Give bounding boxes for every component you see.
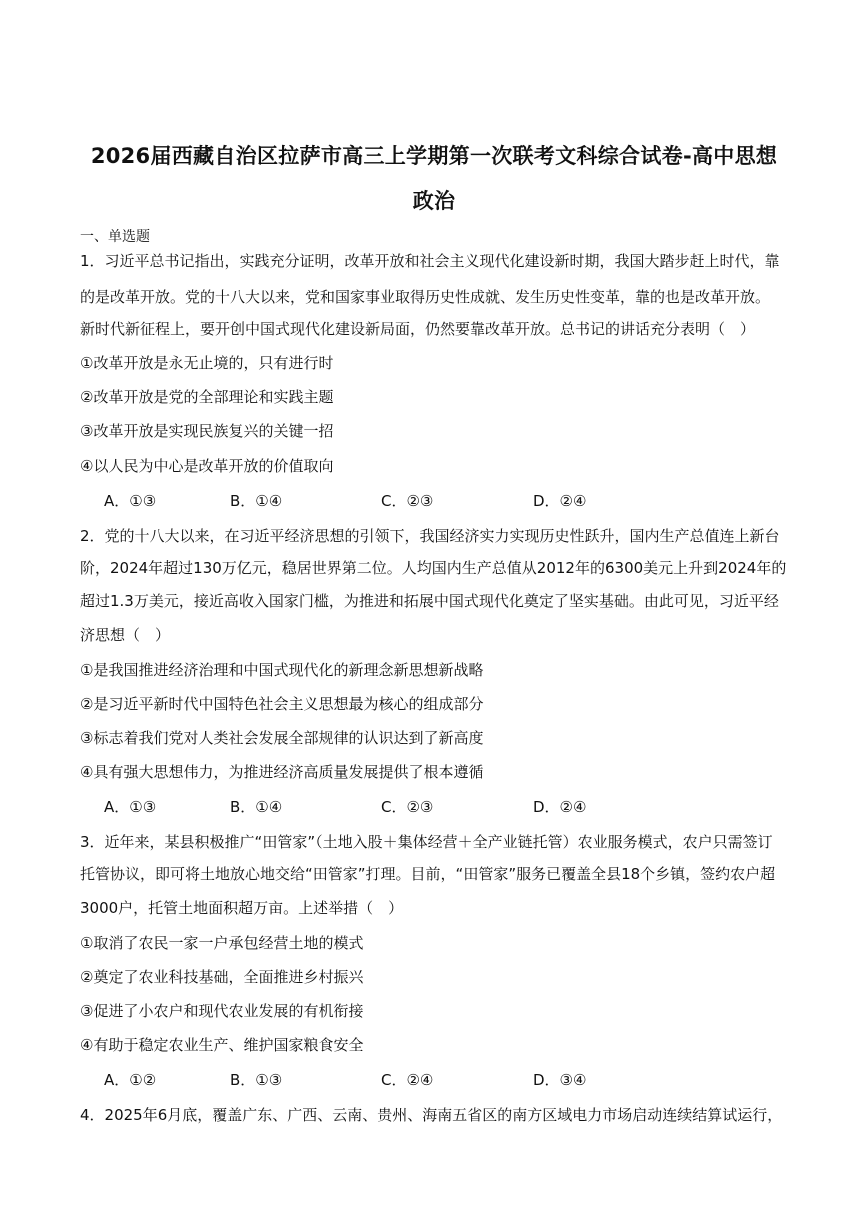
question-3-statement: ①取消了农民一家一户承包经营土地的模式	[80, 934, 364, 952]
question-3-statement: ②奠定了农业科技基础，全面推进乡村振兴	[80, 968, 364, 986]
question-1-stem-line: 1．习近平总书记指出，实践充分证明，改革开放和社会主义现代化建设新时期，我国大踏步赶上时代，靠	[80, 252, 780, 270]
question-2-stem-line: 济思想（ ）	[80, 626, 171, 644]
question-2-statement: ②是习近平新时代中国特色社会主义思想最为核心的组成部分	[80, 695, 484, 713]
section-heading: 一、单选题	[80, 229, 150, 245]
document-title-line1: 2026届西藏自治区拉萨市高三上学期第一次联考文科综合试卷-高中思想	[90, 144, 778, 168]
question-3-stem-line: 3000户，托管土地面积超万亩。上述举措（ ）	[80, 899, 404, 917]
question-2-stem-line: 2．党的十八大以来，在习近平经济思想的引领下，我国经济实力实现历史性跃升，国内生产总值连上新台	[80, 527, 780, 545]
question-3-option-b[interactable]: B．①③	[230, 1071, 283, 1089]
question-2-stem-line: 超过1.3万美元，接近高收入国家门槛，为推进和拓展中国式现代化奠定了坚实基础。由此可见，习近平经	[80, 592, 779, 610]
question-1-statement: ①改革开放是永无止境的，只有进行时	[80, 354, 334, 372]
question-2-option-c[interactable]: C．②③	[381, 798, 434, 816]
question-2-statement: ③标志着我们党对人类社会发展全部规律的认识达到了新高度	[80, 729, 484, 747]
question-1-stem-line: 新时代新征程上，要开创中国式现代化建设新局面，仍然要靠改革开放。总书记的讲话充分表明（ ）	[80, 320, 756, 338]
question-1-statement: ④以人民为中心是改革开放的价值取向	[80, 457, 334, 475]
question-2-option-b[interactable]: B．①④	[230, 798, 283, 816]
question-2-statement: ①是我国推进经济治理和中国式现代化的新理念新思想新战略	[80, 661, 484, 679]
question-1-statement: ③改革开放是实现民族复兴的关键一招	[80, 422, 334, 440]
question-3-option-c[interactable]: C．②④	[381, 1071, 434, 1089]
question-2-stem-line: 阶，2024年超过130万亿元，稳居世界第二位。人均国内生产总值从2012年的6300美元上升到2024年的	[80, 559, 787, 577]
question-1-option-c[interactable]: C．②③	[381, 492, 434, 510]
question-1-option-d[interactable]: D．②④	[533, 492, 587, 510]
question-1-option-a[interactable]: A．①③	[104, 492, 157, 510]
question-3-stem-line: 3．近年来，某县积极推广“田管家”（土地入股＋集体经营＋全产业链托管）农业服务模式，农户只需签订	[80, 833, 773, 851]
question-1-stem-line: 的是改革开放。党的十八大以来，党和国家事业取得历史性成就、发生历史性变革，靠的也是改革开放。	[80, 288, 771, 306]
question-4-stem-line: 4．2025年6月底，覆盖广东、广西、云南、贵州、海南五省区的南方区域电力市场启动连续结算试运行，	[80, 1106, 783, 1124]
document-title-line2: 政治	[412, 189, 456, 213]
question-3-stem-line: 托管协议，即可将土地放心地交给“田管家”打理。目前，“田管家”服务已覆盖全县18个乡镇，签约农户超	[80, 865, 776, 883]
question-3-option-d[interactable]: D．③④	[533, 1071, 587, 1089]
question-1-statement: ②改革开放是党的全部理论和实践主题	[80, 388, 334, 406]
question-2-option-a[interactable]: A．①③	[104, 798, 157, 816]
question-2-option-d[interactable]: D．②④	[533, 798, 587, 816]
question-3-statement: ④有助于稳定农业生产、维护国家粮食安全	[80, 1036, 364, 1054]
question-2-statement: ④具有强大思想伟力，为推进经济高质量发展提供了根本遵循	[80, 763, 484, 781]
question-1-option-b[interactable]: B．①④	[230, 492, 283, 510]
question-3-statement: ③促进了小农户和现代农业发展的有机衔接	[80, 1002, 364, 1020]
question-3-option-a[interactable]: A．①②	[104, 1071, 157, 1089]
